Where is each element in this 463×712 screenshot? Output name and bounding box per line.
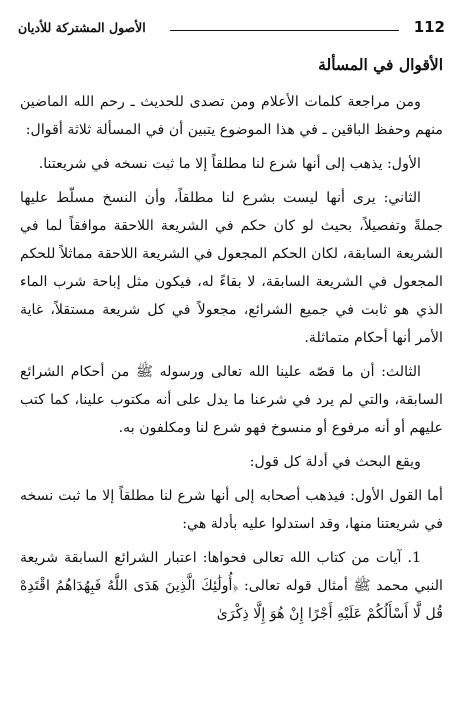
- paragraph-evidence-item-1: 1. آيات من كتاب الله تعالى فحواها: اعتبار الشرائع السابقة شريعة النبي محمد ﷺ أمثال قوله تعالى: ﴿أُولَٰئِكَ الَّذِينَ هَدَى اللَّهُ فَبِهُدَاهُمُ اقْتَدِهْ قُل لَّا أَسْأَلُكُمْ عَلَيْهِ أَجْرًا إِنْ هُوَ إِلَّا ذِكْرَىٰ: [20, 550, 443, 622]
- paragraph-first-opinion-evidence: أما القول الأول: فيذهب أصحابه إلى أنها شرع لنا مطلقاً إلا ما ثبت نسخه في شريعتنا منها، وقد استدلوا عليه بأدلة هي:: [20, 488, 443, 532]
- running-title: الأصول المشتركة للأديان: [18, 20, 146, 35]
- page-header: [18, 14, 445, 38]
- header-rule: [170, 30, 399, 31]
- paragraph-first-opinion: الأول: يذهب إلى أنها شرع لنا مطلقاً إلا ما ثبت نسخه في شريعتنا.: [38, 156, 421, 172]
- page-body: [20, 52, 443, 634]
- paragraph-second-opinion: الثاني: يرى أنها ليست بشرع لنا مطلقاً، وأن النسخ مسلّط عليها جملةً وتفصيلاً، بحيث لو كان حكم في الشريعة اللاحقة موافقاً لما في الشريعة السابقة، لكان الحكم المجعول في الشريعة اللاحقة مماثلاً للحكم المجعول في الشريعة السابقة، لا بقاءً له، فيكون مثل إباحة شرب الماء الذي هو ثابت في جميع الشرائع، مجعولاً في كل شريعة مستقلاً، غاية الأمر أنها أحكام متماثلة.: [20, 190, 443, 346]
- paragraph-evidence-intro: ويقع البحث في أدلة كل قول:: [249, 454, 421, 470]
- paragraph-intro: ومن مراجعة كلمات الأعلام ومن تصدى للحديث ـ رحم الله الماضين منهم وحفظ الباقين ـ في هذا الموضوع يتبين أن في المسألة ثلاثة أقوال:: [20, 94, 443, 138]
- paragraph-third-opinion: الثالث: أن ما قصّه علينا الله تعالى ورسوله ﷺ من أحكام الشرائع السابقة، والتي لم يرد في شرعنا ما يدل على أنه مكتوب علينا، كما كتب عليهم أو أنه مرفوع أو منسوخ فهو شرع لنا ومكلفون به.: [20, 364, 443, 436]
- section-title: الأقوال في المسألة: [318, 55, 443, 74]
- page-number: 112: [413, 18, 445, 36]
